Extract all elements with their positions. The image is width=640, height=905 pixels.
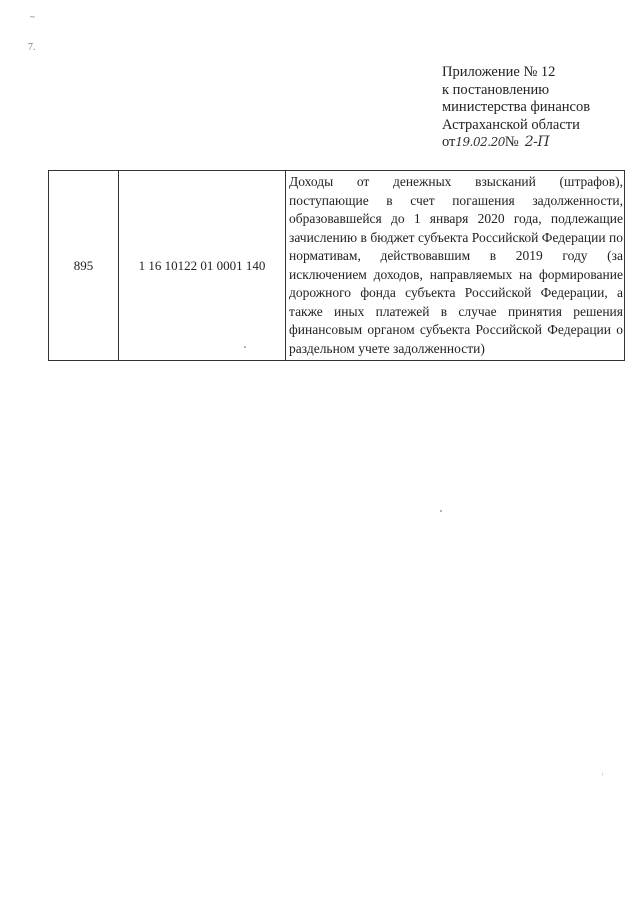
revenue-codes-table	[48, 170, 625, 361]
date-prefix: от	[442, 134, 456, 150]
appendix-to-resolution: к постановлению	[442, 81, 550, 98]
appendix-header	[442, 64, 627, 152]
description-cell	[286, 171, 625, 361]
scan-mark-bottom: '	[602, 772, 604, 781]
scan-speck	[244, 346, 246, 348]
number-prefix: №	[504, 134, 519, 150]
admin-code-cell: 895	[49, 171, 119, 361]
appendix-ministry: министерства финансов	[442, 99, 591, 115]
appendix-region: Астраханской области	[442, 116, 580, 133]
appendix-title: Приложение № 12	[442, 64, 556, 80]
scan-speck	[440, 510, 442, 512]
scan-mark-top: ~	[30, 12, 35, 22]
kbk-code-cell: 1 16 10122 01 0001 140	[119, 171, 286, 361]
revenue-description: Доходы от денежных взысканий (штрафов), поступающие в счет погашения задолженности, образовавшейся до 1 января 2020 года, подлежащие зачислению в бюджет субъекта Российской Федерации по нормативам, действовавшим в 2019 году (за исключением доходов, направляемых на формирование дорожного фонда субъекта Российской Федерации, а также иных платежей в случае принятия решения финансовым органом субъекта Российской Федерации о раздельном учете задолженности)	[289, 174, 623, 356]
scan-mark-corner: 7.	[28, 42, 36, 53]
handwritten-date: 19.02.20	[455, 135, 505, 149]
handwritten-number: 2-П	[524, 134, 550, 150]
table-row	[49, 171, 625, 361]
appendix-date-number	[442, 134, 627, 152]
